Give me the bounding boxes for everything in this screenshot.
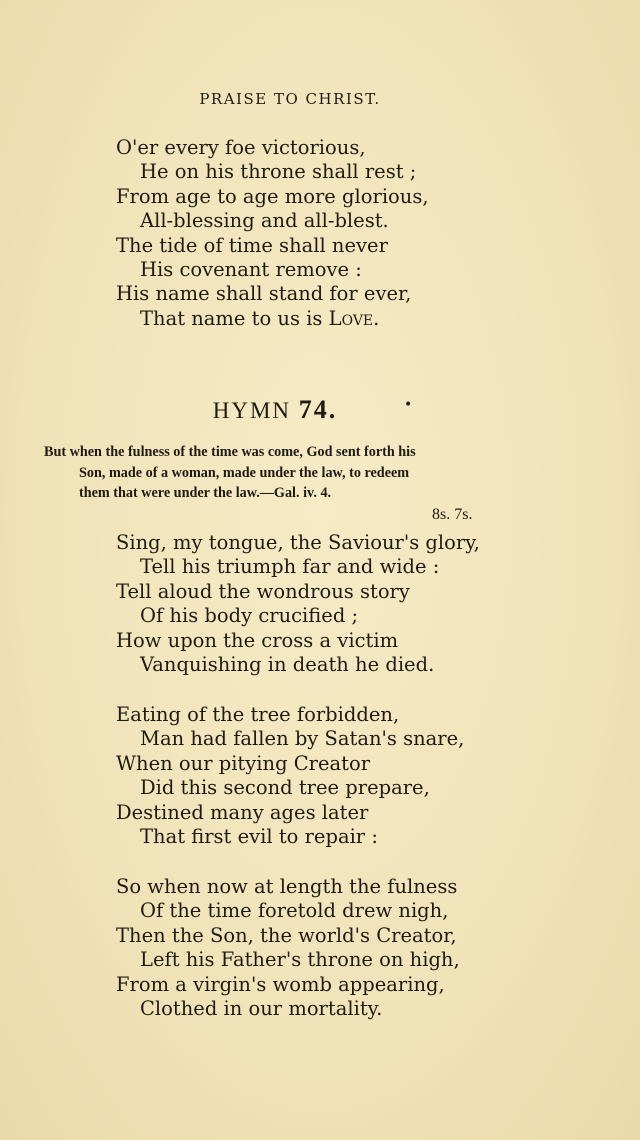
previous-hymn-stanza bbox=[116, 136, 429, 331]
print-speck: • bbox=[404, 397, 413, 413]
epigraph-line: Son, made of a woman, made under the law, to redeem bbox=[79, 464, 410, 481]
verse-line: All-blessing and all-blest. bbox=[140, 209, 389, 233]
hymn-label: HYMN bbox=[212, 398, 292, 423]
epigraph-line: But when the fulness of the time was come, God sent forth his bbox=[44, 444, 416, 460]
verse-line: Left his Father's throne on high, bbox=[140, 948, 460, 972]
hymn-number: 74. bbox=[298, 395, 338, 424]
verse-line: The tide of time shall never bbox=[116, 233, 388, 257]
verse-line: From age to age more glorious, bbox=[116, 184, 429, 208]
verse-line: He on his throne shall rest ; bbox=[140, 160, 417, 184]
verse-line: Eating of the tree forbidden, bbox=[116, 703, 400, 726]
hymn-stanza-2 bbox=[116, 703, 464, 849]
verse-line: O'er every foe victorious, bbox=[116, 136, 366, 159]
verse-line: Of the time foretold drew nigh, bbox=[140, 899, 449, 923]
verse-line: Destined many ages later bbox=[116, 800, 369, 824]
verse-line: When our pitying Creator bbox=[116, 751, 371, 775]
verse-line: His covenant remove : bbox=[140, 258, 362, 282]
hymn-stanza-3 bbox=[116, 875, 460, 1021]
verse-line: Of his body crucified ; bbox=[140, 604, 359, 628]
verse-text: That name to us is bbox=[140, 306, 323, 330]
verse-line: Then the Son, the world's Creator, bbox=[116, 923, 457, 947]
scripture-epigraph bbox=[44, 442, 534, 504]
hymn-stanza-1 bbox=[116, 531, 480, 677]
verse-line: How upon the cross a victim bbox=[116, 628, 399, 652]
verse-line: Vanquishing in death he died. bbox=[140, 653, 435, 677]
running-head: PRAISE TO CHRIST. bbox=[199, 90, 381, 108]
hymn-title bbox=[0, 395, 550, 425]
verse-line: Tell his triumph far and wide : bbox=[140, 555, 440, 579]
emphasized-word: Love. bbox=[328, 306, 380, 330]
verse-line: So when now at length the fulness bbox=[116, 875, 458, 898]
verse-line: Did this second tree prepare, bbox=[140, 776, 430, 800]
verse-line: Man had fallen by Satan's snare, bbox=[140, 727, 465, 751]
epigraph-line: them that were under the law.—Gal. iv. 4. bbox=[79, 485, 332, 501]
verse-line: That first evil to repair : bbox=[140, 825, 378, 849]
verse-line: Clothed in our mortality. bbox=[140, 997, 383, 1021]
hymn-meter: 8s. 7s. bbox=[432, 506, 473, 523]
verse-line: Tell aloud the wondrous story bbox=[116, 579, 410, 603]
verse-line: Sing, my tongue, the Saviour's glory, bbox=[116, 531, 480, 554]
verse-line: His name shall stand for ever, bbox=[116, 282, 412, 306]
verse-line-last bbox=[116, 307, 429, 331]
verse-line: From a virgin's womb appearing, bbox=[116, 972, 445, 996]
